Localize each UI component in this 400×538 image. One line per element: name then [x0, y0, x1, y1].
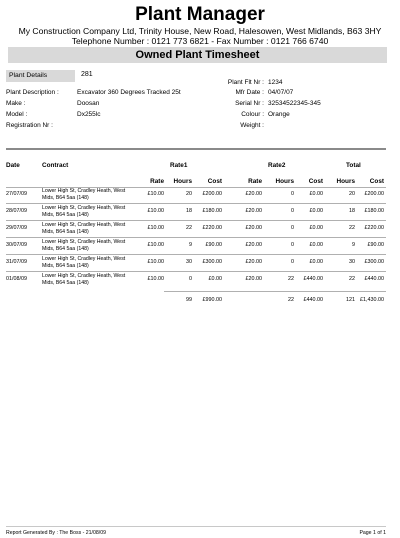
- row-divider: [6, 220, 386, 221]
- colour-value: Orange: [268, 111, 290, 118]
- row-r2-rate: £20.00: [245, 276, 262, 282]
- row-divider: [6, 203, 386, 204]
- row-date: 01/08/09: [6, 276, 27, 282]
- col-date-header: Date: [6, 162, 20, 169]
- weight-label: Weight :: [240, 122, 264, 129]
- row-r2-cost: £0.00: [309, 191, 323, 197]
- row-r1-hours: 20: [186, 191, 192, 197]
- col-total-header: Total: [346, 162, 361, 169]
- row-total-hours: 9: [352, 242, 355, 248]
- r2-cost-header: Cost: [308, 178, 323, 185]
- row-contract: Lower High St, Cradley Heath, West Mids, B64 5aa (148): [42, 188, 126, 201]
- totals-divider: [164, 291, 386, 292]
- row-r1-cost: £220.00: [202, 225, 222, 231]
- row-r1-rate: £10.00: [147, 191, 164, 197]
- row-total-cost: £200.00: [364, 191, 384, 197]
- row-total-hours: 22: [349, 276, 355, 282]
- col-rate1-header: Rate1: [170, 162, 188, 169]
- row-r2-rate: £20.00: [245, 242, 262, 248]
- row-r2-hours: 0: [291, 191, 294, 197]
- row-r2-hours: 22: [288, 276, 294, 282]
- r1-rate-header: Rate: [150, 178, 164, 185]
- report-generated-by: Report Generated By : The Boss - 21/08/09: [6, 530, 106, 536]
- row-total-cost: £220.00: [364, 225, 384, 231]
- model-label: Model :: [6, 111, 28, 118]
- row-r2-rate: £20.00: [245, 259, 262, 265]
- registration-label: Registration Nr :: [6, 122, 53, 129]
- row-contract: Lower High St, Cradley Heath, West Mids, B64 5aa (148): [42, 222, 126, 235]
- row-r1-hours: 9: [189, 242, 192, 248]
- total-r2-hours: 22: [288, 297, 294, 303]
- row-r1-cost: £300.00: [202, 259, 222, 265]
- r1-cost-header: Cost: [207, 178, 222, 185]
- row-r2-rate: £20.00: [245, 225, 262, 231]
- row-r1-rate: £10.00: [147, 276, 164, 282]
- row-total-cost: £300.00: [364, 259, 384, 265]
- row-date: 31/07/09: [6, 259, 27, 265]
- row-r1-cost: £0.00: [208, 276, 222, 282]
- grand-total-cost: £1,430.00: [360, 297, 384, 303]
- page-title: Plant Manager: [135, 4, 265, 25]
- make-value: Doosan: [77, 100, 100, 107]
- page-number: Page 1 of 1: [359, 530, 386, 536]
- total-r2-cost: £440.00: [303, 297, 323, 303]
- row-divider: [6, 254, 386, 255]
- row-r2-hours: 0: [291, 259, 294, 265]
- col-contract-header: Contract: [42, 162, 69, 169]
- row-date: 28/07/09: [6, 208, 27, 214]
- plant-details-value: 281: [81, 71, 93, 78]
- colour-label: Colour :: [241, 111, 264, 118]
- row-contract: Lower High St, Cradley Heath, West Mids, B64 5aa (148): [42, 205, 126, 218]
- row-r1-rate: £10.00: [147, 208, 164, 214]
- plant-details-label: Plant Details: [6, 70, 75, 82]
- total-hours-header: Hours: [336, 178, 355, 185]
- row-r2-cost: £0.00: [309, 242, 323, 248]
- row-r2-cost: £0.00: [309, 225, 323, 231]
- row-total-hours: 18: [349, 208, 355, 214]
- company-phone-fax: Telephone Number : 0121 773 6821 - Fax Number : 0121 766 6740: [71, 36, 329, 46]
- row-r1-cost: £200.00: [202, 191, 222, 197]
- row-divider: [6, 237, 386, 238]
- row-r2-hours: 0: [291, 242, 294, 248]
- row-r2-cost: £440.00: [303, 276, 323, 282]
- row-r1-hours: 30: [186, 259, 192, 265]
- row-total-cost: £180.00: [364, 208, 384, 214]
- row-r1-cost: £180.00: [202, 208, 222, 214]
- row-r1-hours: 22: [186, 225, 192, 231]
- row-divider: [6, 271, 386, 272]
- footer-divider: [6, 526, 386, 527]
- row-total-hours: 22: [349, 225, 355, 231]
- row-r2-rate: £20.00: [245, 208, 262, 214]
- row-total-cost: £90.00: [367, 242, 384, 248]
- row-contract: Lower High St, Cradley Heath, West Mids, B64 5aa (148): [42, 256, 126, 269]
- row-date: 30/07/09: [6, 242, 27, 248]
- row-r2-rate: £20.00: [245, 191, 262, 197]
- row-r1-cost: £90.00: [205, 242, 222, 248]
- total-r1-hours: 99: [186, 297, 192, 303]
- plant-description-label: Plant Description :: [6, 89, 59, 96]
- row-total-hours: 20: [349, 191, 355, 197]
- fleet-number-label: Plant Flt Nr :: [227, 79, 264, 86]
- make-label: Make :: [6, 100, 26, 107]
- fleet-number-value: 1234: [268, 79, 283, 86]
- mfr-date-label: Mfr Date :: [235, 89, 264, 96]
- row-r2-cost: £0.00: [309, 259, 323, 265]
- row-r1-hours: 18: [186, 208, 192, 214]
- row-r1-rate: £10.00: [147, 225, 164, 231]
- model-value: Dx255lc: [77, 111, 101, 118]
- sheet-title-bar: Owned Plant Timesheet: [8, 47, 387, 63]
- r2-hours-header: Hours: [275, 178, 294, 185]
- row-r2-hours: 0: [291, 208, 294, 214]
- col-rate2-header: Rate2: [268, 162, 286, 169]
- row-date: 27/07/09: [6, 191, 27, 197]
- row-total-cost: £440.00: [364, 276, 384, 282]
- divider: [6, 148, 386, 150]
- row-r1-rate: £10.00: [147, 259, 164, 265]
- row-contract: Lower High St, Cradley Heath, West Mids, B64 5aa (148): [42, 239, 126, 252]
- row-r2-hours: 0: [291, 225, 294, 231]
- row-contract: Lower High St, Cradley Heath, West Mids, B64 5aa (148): [42, 273, 126, 286]
- company-address: My Construction Company Ltd, Trinity House, New Road, Halesowen, West Midlands, B63 3HY: [18, 26, 382, 36]
- serial-number-value: 32534522345-345: [268, 100, 321, 107]
- r2-rate-header: Rate: [248, 178, 262, 185]
- total-r1-cost: £990.00: [202, 297, 222, 303]
- plant-description-value: Excavator 360 Degrees Tracked 25t: [77, 89, 181, 96]
- r1-hours-header: Hours: [173, 178, 192, 185]
- row-r1-hours: 0: [189, 276, 192, 282]
- serial-number-label: Serial Nr :: [235, 100, 264, 107]
- mfr-date-value: 04/07/07: [268, 89, 294, 96]
- row-total-hours: 30: [349, 259, 355, 265]
- row-r2-cost: £0.00: [309, 208, 323, 214]
- row-r1-rate: £10.00: [147, 242, 164, 248]
- total-cost-header: Cost: [369, 178, 384, 185]
- grand-total-hours: 121: [346, 297, 355, 303]
- row-date: 29/07/09: [6, 225, 27, 231]
